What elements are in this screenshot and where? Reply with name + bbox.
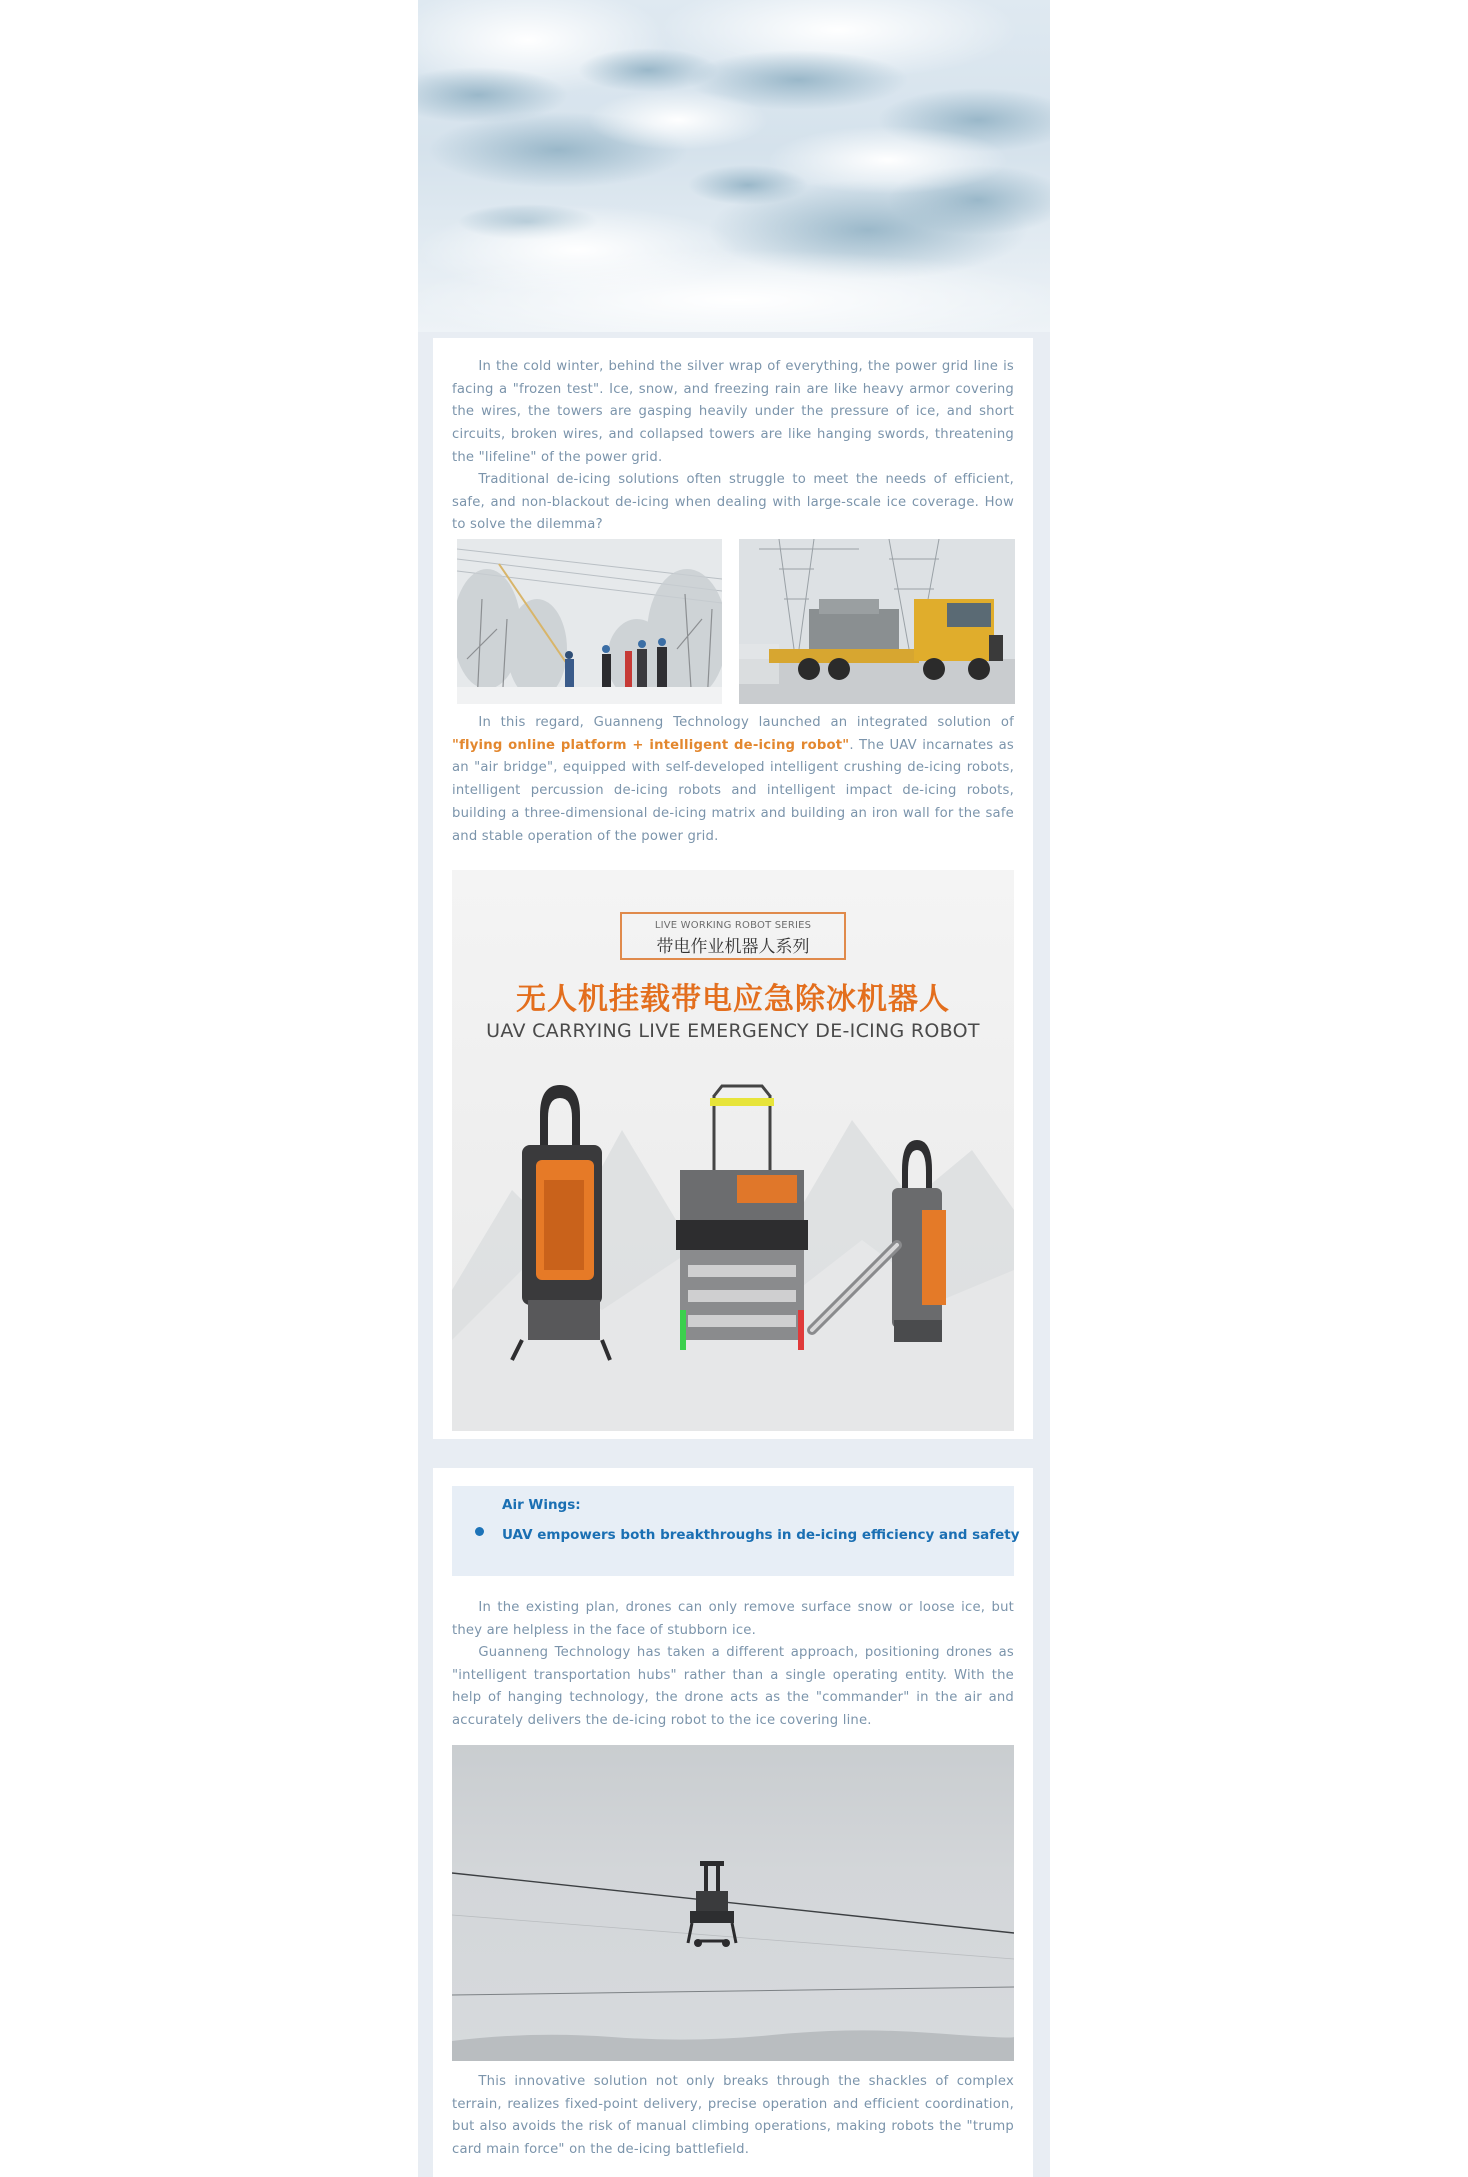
section-card (433, 1468, 1033, 2177)
section-paragraph-2: Guanneng Technology has taken a different approach, positioning drones as "intelligent transportation hubs" rather than a single operating entity. With the help of hanging technology, the drone acts as the "commander" in the air and accurately delivers the de-icing robot to the ice covering line. (452, 1645, 1014, 1729)
solution-text-prefix: In this regard, Guanneng Technology launched an integrated solution of (478, 715, 1014, 730)
bullet-dot-icon (475, 1527, 484, 1536)
series-label-en: LIVE WORKING ROBOT SERIES (654, 920, 812, 931)
section-paragraph-3: This innovative solution not only breaks through the shackles of complex terrain, realizes fixed-point delivery, precise operation and efficient coordination, but also avoids the risk of manual climbing operations, making robots the "trump card main force" on the de-icing battlefield. (452, 2074, 1014, 2158)
robot-product-banner (452, 870, 1014, 1431)
workers-deicing-photo (457, 539, 722, 704)
robot-illustration (452, 870, 1014, 1431)
robot-title-en: UAV CARRYING LIVE EMERGENCY DE-ICING ROBOT (486, 1020, 980, 1042)
robot-center (676, 1086, 808, 1350)
solution-paragraph (452, 712, 1014, 848)
cloud-banner-image (418, 0, 1050, 332)
robot-title-cn: 无人机挂载带电应急除冰机器人 (516, 982, 950, 1017)
solution-text-suffix: . The UAV incarnates as an "air bridge", equipped with self-developed intelligent crushing de-icing robots, intelligent percussion de-icing robots and intelligent impact de-icing robots, building a three-dimensional de-icing matrix and building an iron wall for the safe and stable operation of the power grid. (452, 737, 1014, 844)
section-paragraph-1: In the existing plan, drones can only remove surface snow or loose ice, but they are helpless in the face of stubborn ice. (452, 1600, 1014, 1638)
section-subtitle: UAV empowers both breakthroughs in de-icing efficiency and safety (502, 1527, 1020, 1543)
section-title: Air Wings: (502, 1497, 581, 1513)
uav-on-power-line-photo (452, 1745, 1014, 2061)
intro-card (433, 338, 1033, 1439)
intro-paragraph-2: Traditional de-icing solutions often struggle to meet the needs of efficient, safe, and non-blackout de-icing when dealing with large-scale ice coverage. How to solve the dilemma? (452, 472, 1014, 533)
section-heading-box (452, 1486, 1020, 1576)
article-column (418, 0, 1050, 2177)
series-label-cn: 带电作业机器人系列 (656, 937, 810, 957)
solution-highlight: "flying online platform + intelligent de-icing robot" (452, 737, 850, 753)
intro-paragraph-1: In the cold winter, behind the silver wrap of everything, the power grid line is facing a "frozen test". Ice, snow, and freezing rain are like heavy armor covering the wires, the towers are gasping heavily under the pressure of ice, and short circuits, broken wires, and collapsed towers are like hanging swords, threatening the "lifeline" of the power grid. (452, 359, 1014, 465)
transformer-truck-photo (739, 539, 1015, 704)
